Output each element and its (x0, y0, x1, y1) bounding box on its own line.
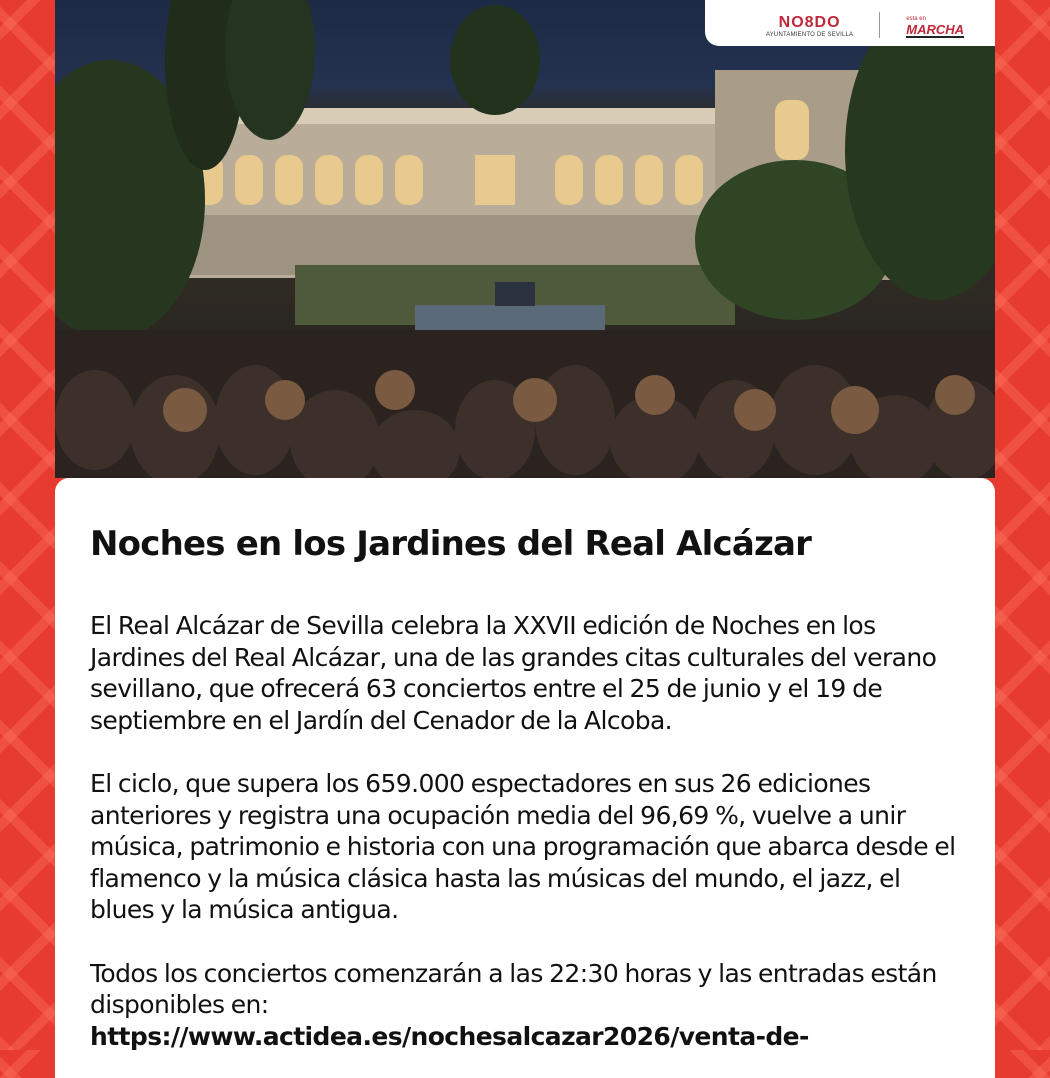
article-paragraph-2: El ciclo, que supera los 659.000 espectadores en sus 26 ediciones anteriores y registra una ocupación media del 96,69 %, vuelve a unir música, patrimonio e historia con una programación que abarca desde el flamenco y la música clásica hasta las músicas del mundo, el jazz, el blues y la música antigua. (90, 769, 956, 924)
logo-divider (879, 12, 880, 38)
sponsor-logos (705, 0, 995, 46)
tickets-text: Todos los conciertos comenzarán a las 22:30 horas y las entradas están disponibles en: (90, 958, 937, 1019)
campaign-small-text: esta en (906, 16, 926, 22)
article-paragraph-3 (90, 958, 960, 1053)
garden-concert-image (55, 0, 995, 478)
campaign-logo (906, 16, 964, 38)
campaign-main-text: MARCHA (906, 22, 965, 37)
ayuntamiento-caption: AYUNTAMIENTO DE SEVILLA (765, 32, 854, 38)
no8do-mark: NO8DO (778, 14, 841, 31)
article-paragraph-1: El Real Alcázar de Sevilla celebra la XXVII edición de Noches en los Jardines del Real Alcázar, una de las grandes citas culturales del verano sevillano, que ofrecerá 63 conciertos entre el 25 de junio y el 19 de septiembre en el Jardín del Cenador de la Alcoba. (90, 611, 937, 735)
article-card (55, 478, 995, 1078)
article-title: Noches en los Jardines del Real Alcázar (90, 524, 812, 564)
hero-photo (55, 0, 995, 478)
tickets-link[interactable]: https://www.actidea.es/nochesalcazar2026/venta-de- (90, 1021, 809, 1051)
ayuntamiento-logo (766, 16, 853, 38)
